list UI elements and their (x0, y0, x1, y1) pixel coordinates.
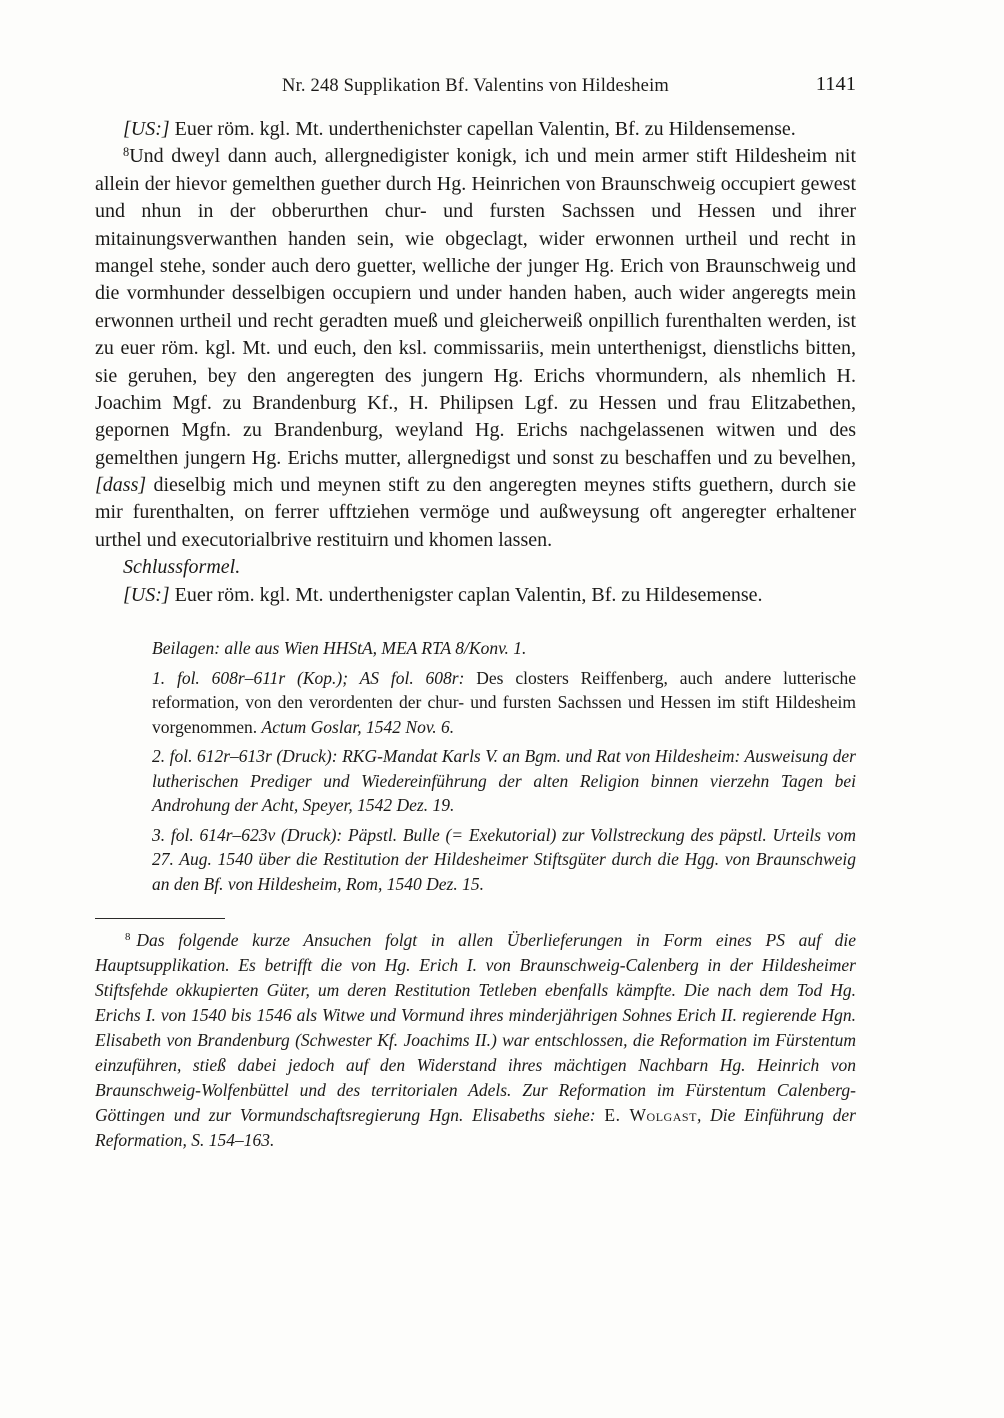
editorial-insertion-dass: [dass] (95, 474, 147, 497)
page-number: 1141 (815, 73, 856, 95)
attachment-description: 2. fol. 612r–613r (Druck): RKG-Mandat Karls V. an Bgm. und Rat von Hildesheim: Ausweisung der lutherischen Prediger und Wiedereinführung der alten Religion binnen vierzehn Tagen bei Androhung der Acht, Speyer, 1542 Dez. 19. (152, 746, 856, 816)
paragraph-supplication (95, 143, 856, 554)
paragraph-text: dieselbig mich und meynen stift zu den angeregten meynes stifts guethern, durch sie mir furenthalten, on ferrer ufftziehen vermöge und außweysung oft angeregter erhaltener urthel und executorialbrive restituirn und khomen lassen. (95, 474, 856, 551)
attachment-item-1 (152, 666, 856, 740)
document-body (95, 116, 856, 609)
paragraph-schlussformel (95, 554, 856, 581)
attachment-description: 3. fol. 614r–623v (Druck): Päpstl. Bulle (= Exekutorial) zur Vollstreckung des päpstl. Urteils vom 27. Aug. 1540 über die Restitution der Hildesheimer Stiftsgüter durch die Hgg. von Braunschweig an den Bf. von Hildesheim, Rom, 1540 Dez. 15. (152, 824, 856, 894)
attachments-heading: Beilagen: alle aus Wien HHStA, MEA RTA 8/Konv. 1. (152, 638, 527, 659)
attachment-dateline: Actum Goslar, 1542 Nov. 6. (261, 716, 455, 737)
attachment-item-2 (152, 744, 856, 818)
running-head: Nr. 248 Supplikation Bf. Valentins von Hildesheim (282, 76, 669, 96)
footnote-separator-rule (95, 918, 225, 919)
footnote-8 (95, 928, 856, 1153)
cited-work-title: , Die Einführung der Reformation, S. 154–163. (95, 1105, 856, 1151)
footnote-block (95, 928, 856, 1153)
us-marker: [US:] (123, 583, 170, 606)
schlussformel-label: Schlussformel. (123, 556, 241, 579)
us-marker: [US:] (123, 118, 170, 140)
footnote-ref-8: 8 (123, 144, 130, 159)
paragraph-closing-us (95, 582, 856, 609)
page-header (95, 73, 856, 102)
footnote-text: Das folgende kurze Ansuchen folgt in allen Überlieferungen in Form eines PS auf die Hauptsupplikation. Es betrifft die von Hg. Erich I. von Braunschweig-Calenberg in der Hildesheimer Stiftsfehde okkupierten Güter, um deren Restitution Tetleben ebenfalls kämpfte. Die nach dem Tod Hg. Erichs I. von 1540 bis 1546 als Witwe und Vormund ihres minderjährigen Sohnes Erich II. regierende Hgn. Elisabeth von Brandenburg (Schwester Kf. Joachims II.) war entschlossen, die Reformation im Fürstentum einzuführen, stieß dabei jedoch auf den Widerstand ihres mächtigen Nachbarn Hg. Heinrich von Braunschweig-Wolfenbüttel und des territorialen Adels. Zur Reformation im Fürstentum Calenberg-Göttingen und zur Vormundschaftsregierung Hgn. Elisabeths siehe: (95, 930, 856, 1126)
attachments-block (152, 636, 856, 896)
footnote-marker-8: 8 (125, 931, 131, 944)
attachment-reference: 1. fol. 608r–611r (Kop.); AS fol. 608r: (152, 667, 477, 688)
paragraph-opening-us (95, 116, 856, 143)
attachment-description: Des closters Reiffenberg, auch andere lutterische reformation, von den verordenten der chur- und fursten Sachssen und Hessen im stift Hildesheim vorgenommen. (152, 667, 856, 737)
attachment-item-3 (152, 823, 856, 897)
paragraph-text: Euer röm. kgl. Mt. underthenichster capellan Valentin, Bf. zu Hildensemense. (169, 118, 796, 140)
cited-author-name: E. Wolgast (604, 1105, 697, 1126)
paragraph-text: Euer röm. kgl. Mt. underthenigster caplan Valentin, Bf. zu Hildesemense. (169, 583, 763, 606)
paragraph-text: Und dweyl dann auch, allergnedigister konigk, ich und mein armer stift Hildesheim nit allein der hievor gemelthen guether durch Hg. Heinrichen von Braunschweig occupiert gewest und nhun in der obberurthen chur- und fursten Sachssen und Hessen und ihrer mitainungsverwanthen handen sein, wie obgeclagt, wider erwonnen urtheil und recht in mangel stehe, sonder auch dero guetter, welliche der junger Hg. Erich von Braunschweig und die vormhunder desselbigen occupiern und under handen haben, auch wider angeregts mein erwonnen urtheil und recht geradten mueß und gleicherweiß onpillich furenthalten werden, ist zu euer röm. kgl. Mt. und euch, den ksl. commissariis, mein unterthenigst, dienstlichs bitten, sie geruhen, bey den angeregten des jungern Hg. Erichs vhormundern, als nhemlich H. Joachim Mgf. zu Brandenburg Kf., H. Philipsen Lgf. zu Hessen und frau Elitzabethen, gepornen Mgfn. zu Brandenburg, weyland Hg. Erichs nachgelassenen witwen und des gemelthen jungern Hg. Erichs mutter, allergnedigst und sonst zu beschaffen und zu bevelhen, (95, 145, 856, 469)
